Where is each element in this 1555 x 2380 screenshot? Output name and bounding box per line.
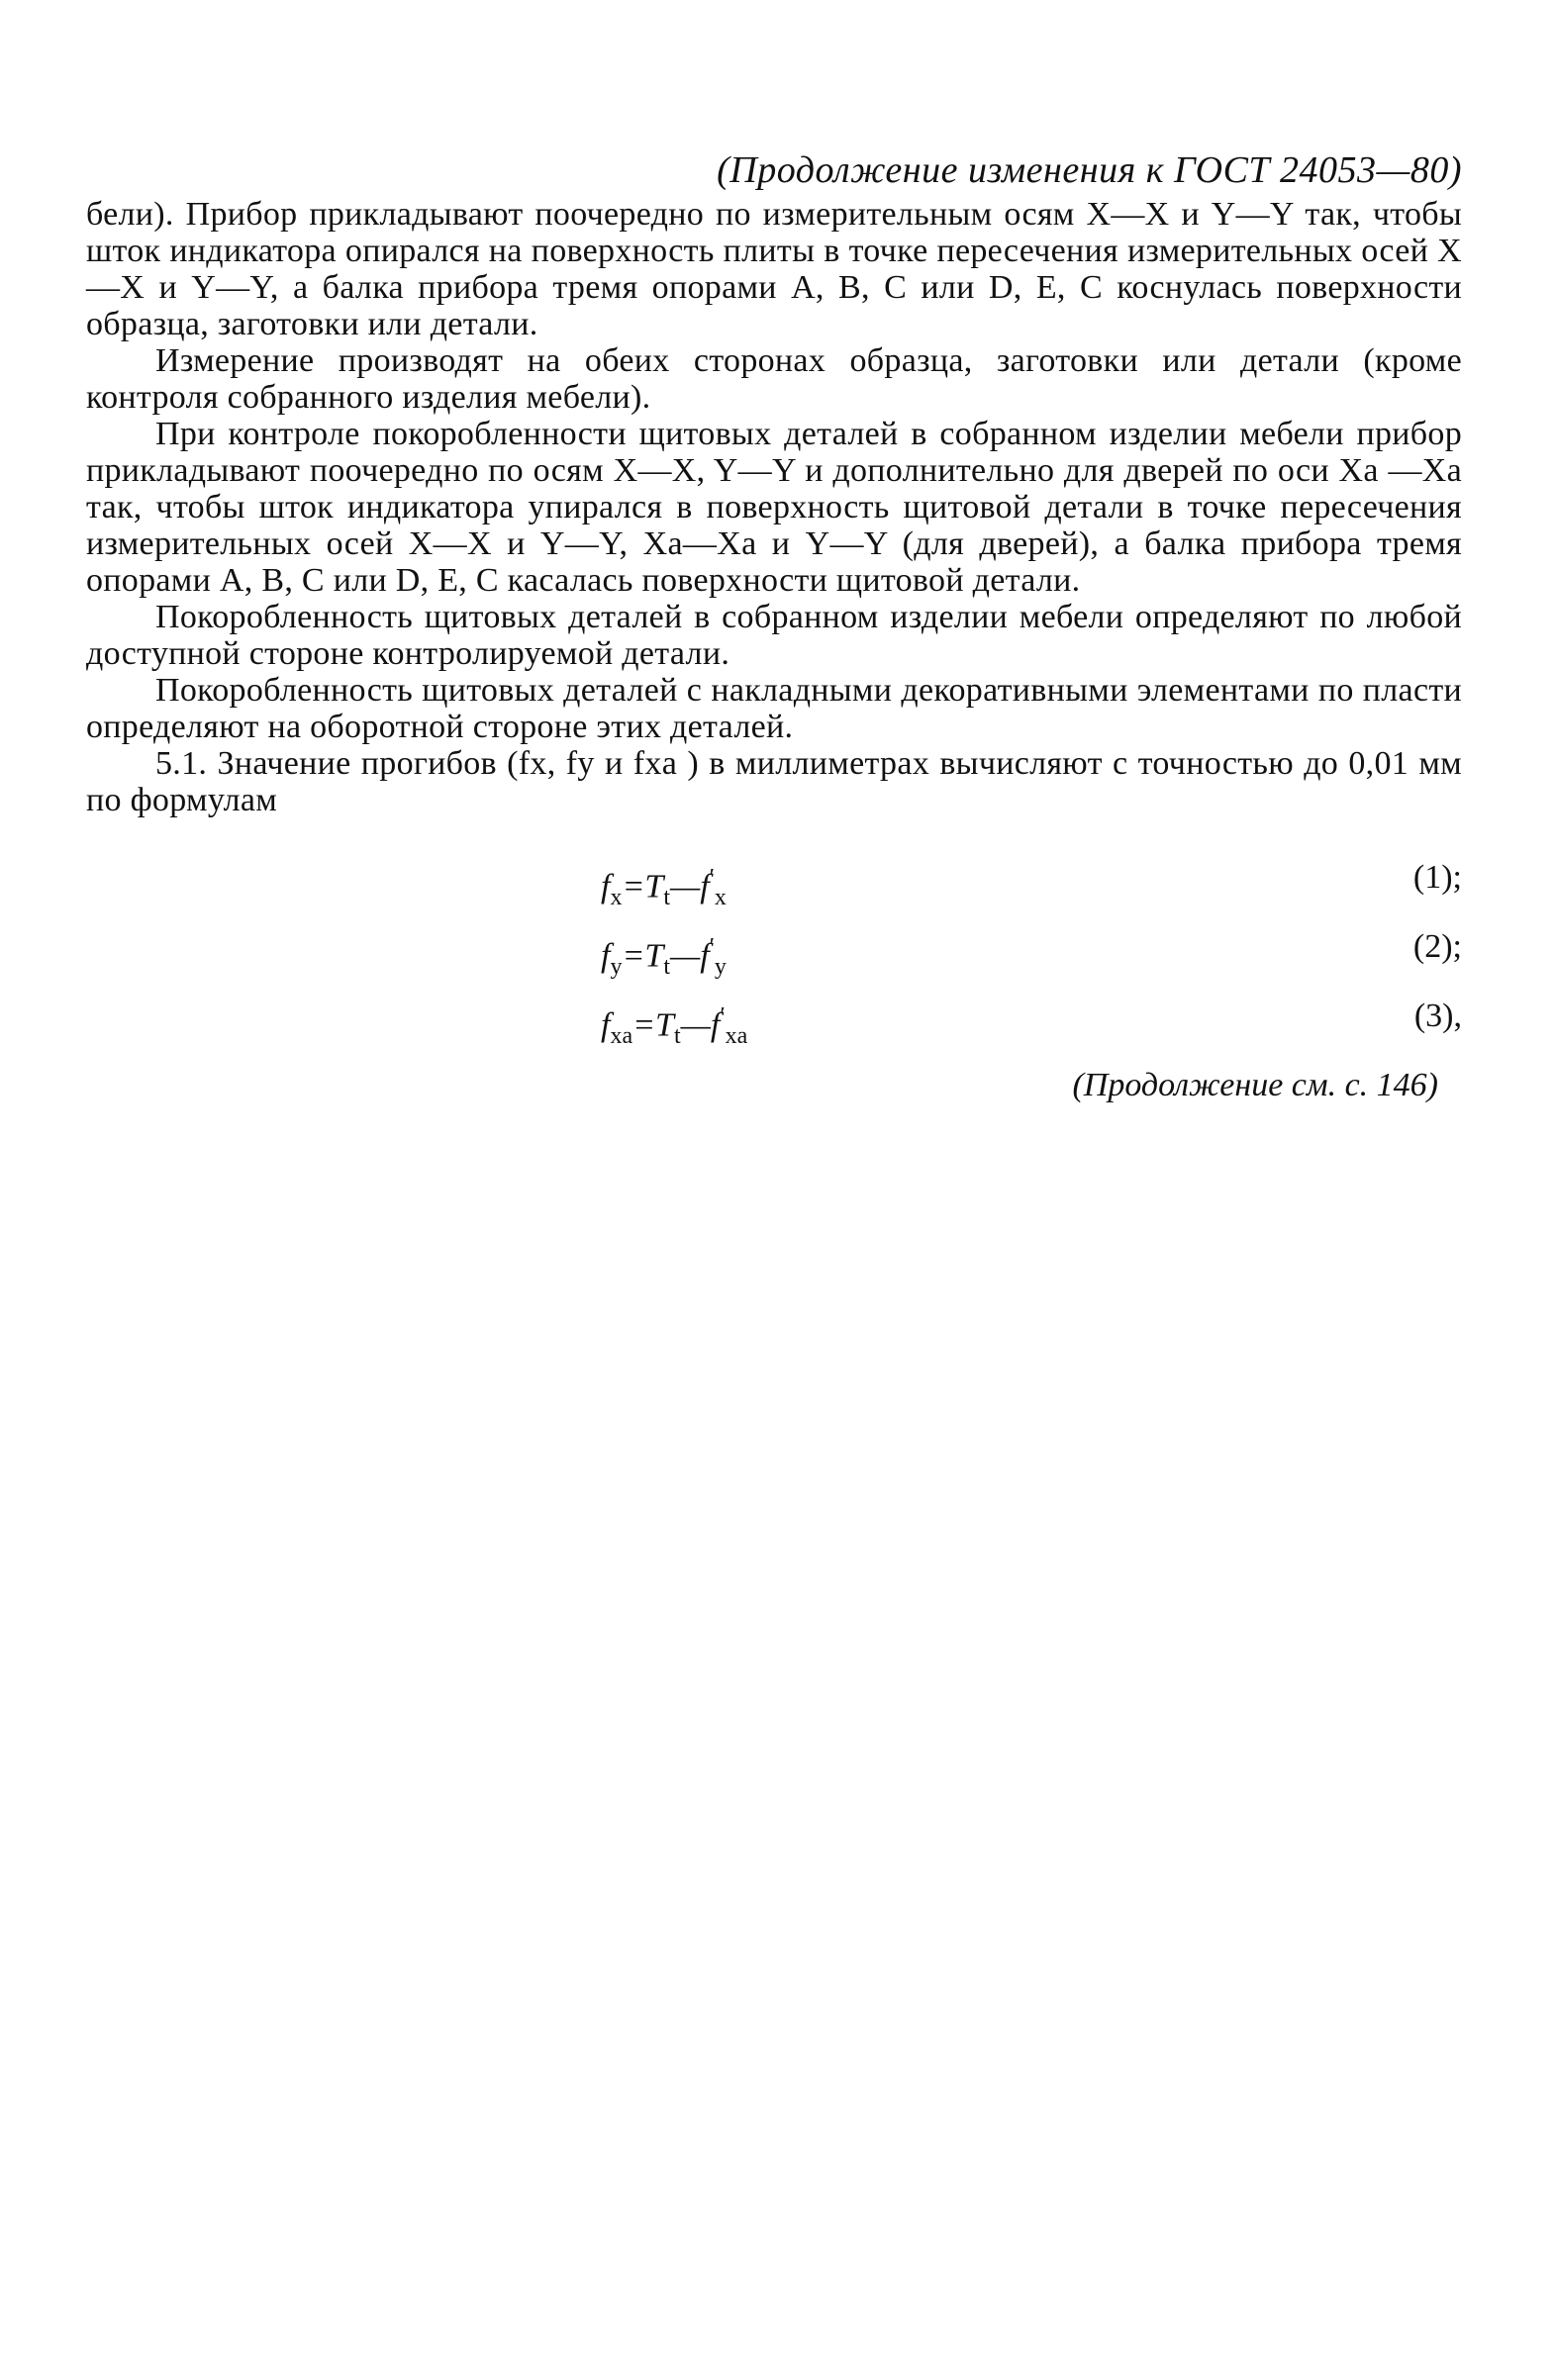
page-footer: (Продолжение см. с. 146): [1072, 1067, 1438, 1103]
formula-2-rhs-tail: —f: [669, 937, 710, 975]
formula-3: [601, 997, 747, 1056]
formula-2-rhs-main-sub: t: [663, 954, 670, 981]
formula-1: [601, 858, 727, 917]
formula-2-lhs: f: [601, 937, 611, 975]
formula-1-lhs-sub: x: [610, 885, 623, 911]
formula-1-rhs-main: =T: [622, 868, 664, 905]
paragraph-2: Измерение производят на обеих сторонах образца, заготовки или детали (кроме контроля собранного изделия мебели).: [86, 342, 1462, 416]
formula-2-lhs-sub: y: [610, 954, 623, 981]
paragraph-1: бели). Прибор прикладывают поочередно по измерительным осям X—X и Y—Y так, чтобы шток индикатора опирался на поверхность плиты в точке пересечения измерительных осей X—X и Y—Y, а балка прибора тремя опорами A, B, C или D, E, C коснулась поверхности образца, заготовки или детали.: [86, 196, 1463, 342]
formula-1-rhs-tail-sub: x: [714, 885, 727, 911]
paragraph-6: 5.1. Значение прогибов (fx, fy и fxa ) в миллиметрах вычисляют с точностью до 0,01 мм по формулам: [86, 745, 1462, 818]
formula-2-prime: ′: [709, 934, 715, 960]
formula-2-number: (2);: [1412, 928, 1462, 965]
formula-3-prime: ′: [720, 1003, 726, 1029]
formula-3-rhs-tail: —f: [680, 1006, 721, 1044]
paragraph-5: Покоробленность щитовых деталей с накладными декоративными элементами по пласти определяют на оборотной стороне этих деталей.: [86, 672, 1462, 745]
formula-1-rhs-tail: —f: [669, 868, 710, 905]
formula-1-row: [86, 848, 1462, 917]
formula-1-rhs-main-sub: t: [663, 885, 670, 911]
formula-3-rhs-main: =T: [632, 1006, 674, 1044]
document-page: [86, 148, 1462, 1107]
formula-1-prime: ′: [709, 865, 715, 891]
formula-2: [601, 927, 727, 987]
formula-3-rhs-main-sub: t: [673, 1023, 681, 1050]
formula-3-lhs-sub: xa: [610, 1023, 633, 1050]
formula-3-rhs-tail-sub: xa: [725, 1023, 748, 1050]
formula-2-row: [86, 917, 1462, 987]
formula-2-rhs-main: =T: [622, 937, 664, 975]
formula-3-row: [86, 987, 1462, 1058]
formula-2-rhs-tail-sub: y: [714, 954, 727, 981]
formula-3-lhs: f: [601, 1006, 611, 1044]
page-header: (Продолжение изменения к ГОСТ 24053—80): [717, 149, 1462, 191]
paragraph-3: При контроле покоробленности щитовых деталей в собранном изделии мебели прибор прикладывают поочередно по осям X—X, Y—Y и дополнительно для дверей по оси Xa —Xa так, чтобы шток индикатора упирался в поверхность щитовой детали в точке пересечения измерительных осей X—X и Y—Y, Xa—Xa и Y—Y (для дверей), а балка прибора тремя опорами A, B, C или D, E, C касалась поверхности щитовой детали.: [86, 416, 1462, 599]
formula-1-number: (1);: [1412, 859, 1462, 896]
formula-1-lhs: f: [601, 868, 611, 905]
paragraph-4: Покоробленность щитовых деталей в собранном изделии мебели определяют по любой доступной стороне контролируемой детали.: [86, 599, 1462, 672]
formula-3-number: (3),: [1413, 998, 1462, 1034]
